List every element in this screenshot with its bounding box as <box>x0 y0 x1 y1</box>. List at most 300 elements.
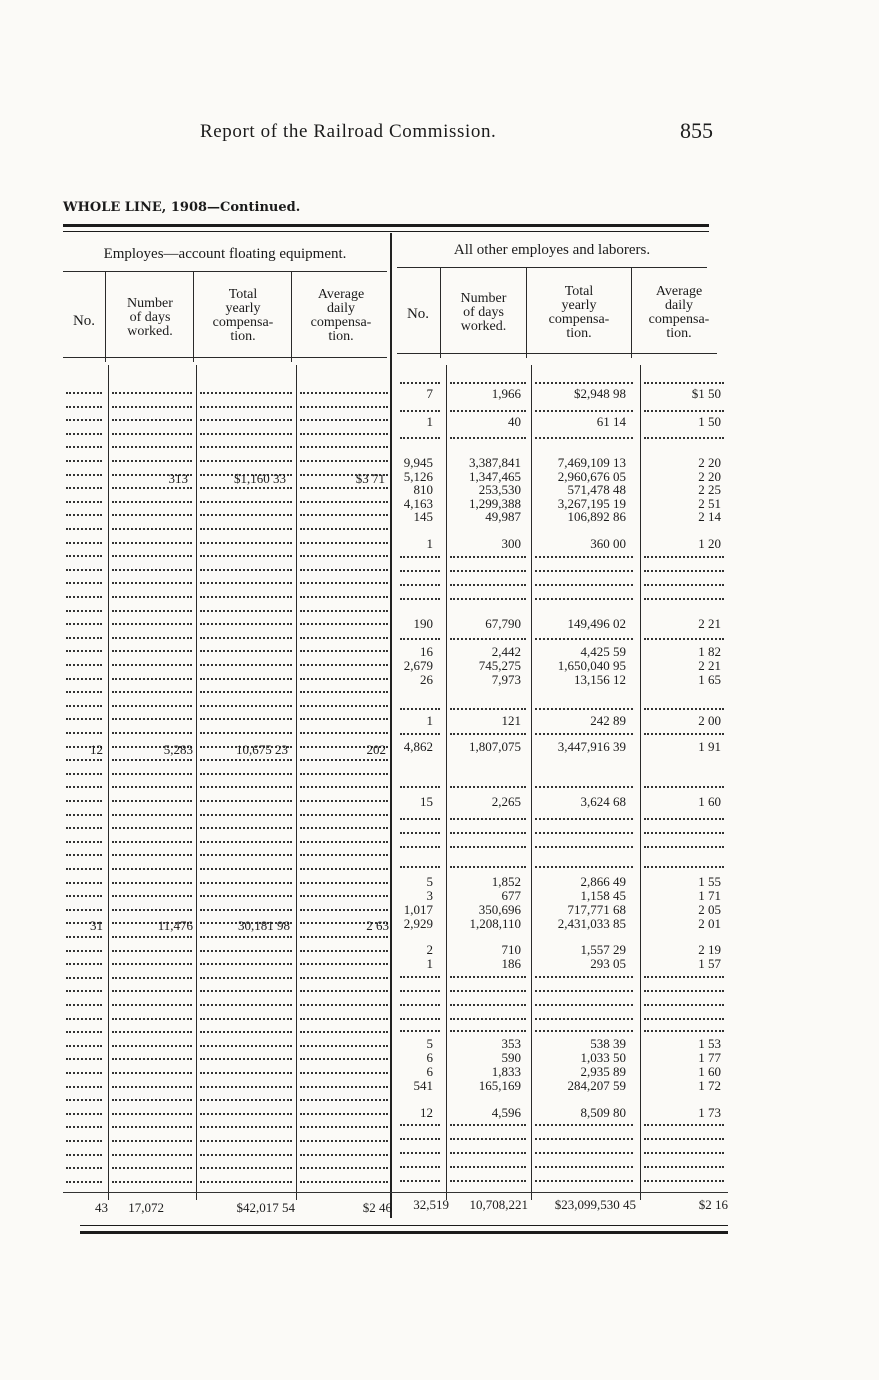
leader-dots-segment <box>300 1167 388 1169</box>
leader-dots-segment <box>66 950 102 952</box>
leader-dots-segment <box>200 1018 292 1020</box>
leader-dots-segment <box>450 410 526 412</box>
right-header-avg: Average daily compensa- tion. <box>648 284 710 341</box>
right-row-days: 1,347,465 <box>469 469 521 484</box>
leader-dots-segment <box>300 895 388 897</box>
leader-dots-segment <box>300 1086 388 1088</box>
leader-dots-segment <box>535 382 633 384</box>
leader-dots-segment <box>200 678 292 680</box>
leader-dots-segment <box>644 708 724 710</box>
group-heading-floating-equipment: Employes—account floating equipment. <box>103 246 347 262</box>
right-row-days: 4,596 <box>491 1105 521 1120</box>
leader-dots-segment <box>644 382 724 384</box>
leader-dots-segment <box>400 1124 440 1126</box>
leader-dots-segment <box>200 1113 292 1115</box>
right-row-no: 12 <box>420 1105 433 1120</box>
leader-dots-segment <box>400 1138 440 1140</box>
right-row-days: 253,530 <box>478 482 521 497</box>
right-row-no: 6 <box>426 1050 433 1065</box>
right-row-no: 1 <box>426 414 433 429</box>
leader-dots-segment <box>300 610 388 612</box>
leader-dots-segment <box>644 638 724 640</box>
leader-dots-segment <box>450 1124 526 1126</box>
leader-dots-segment <box>644 1180 724 1182</box>
leader-dots-segment <box>450 437 526 439</box>
leader-dots-segment <box>535 832 633 834</box>
leader-dots-segment <box>450 584 526 586</box>
leader-dots-segment <box>400 584 440 586</box>
right-col-divider-2 <box>526 268 527 358</box>
leader-dots-segment <box>112 392 192 394</box>
leader-dots-segment <box>300 542 388 544</box>
leader-dots-segment <box>66 637 102 639</box>
leader-dots-segment <box>112 691 192 693</box>
leader-dots-segment <box>66 392 102 394</box>
left-header-underline <box>63 357 387 358</box>
leader-dots-segment <box>300 1058 388 1060</box>
right-row-no: 4,163 <box>403 496 433 511</box>
right-row-avg: 1 73 <box>698 1105 721 1120</box>
right-row-days: 300 <box>501 536 521 551</box>
leader-dots-segment <box>200 596 292 598</box>
leader-dots-segment <box>300 936 388 938</box>
right-row-days: 1,208,110 <box>469 916 521 931</box>
leader-dots-segment <box>200 977 292 979</box>
right-row-no: 3 <box>426 888 433 903</box>
right-row-days: 49,987 <box>485 509 521 524</box>
right-row-no: 190 <box>413 616 433 631</box>
right-row-no: 1 <box>426 536 433 551</box>
leader-dots-segment <box>112 1140 192 1142</box>
right-row-days: 67,790 <box>485 616 521 631</box>
left-row-no: 31 <box>90 918 103 933</box>
leader-dots-segment <box>300 569 388 571</box>
right-row-days: 677 <box>501 888 521 903</box>
leader-dots-segment <box>535 1152 633 1154</box>
right-row-avg: 1 72 <box>698 1078 721 1093</box>
left-row-no: 12 <box>90 742 103 757</box>
left-col-divider-1 <box>105 272 106 362</box>
leader-dots-segment <box>300 909 388 911</box>
leader-dots-segment <box>112 1167 192 1169</box>
leader-dots-segment <box>535 990 633 992</box>
right-row-days: 2,442 <box>491 644 521 659</box>
leader-dots-segment <box>200 460 292 462</box>
leader-dots-segment <box>66 1004 102 1006</box>
right-row-total: 538 39 <box>590 1036 626 1051</box>
leader-dots-segment <box>66 1045 102 1047</box>
right-row-total: 3,267,195 19 <box>557 496 626 511</box>
right-row-avg: 1 50 <box>698 414 721 429</box>
leader-dots-segment <box>112 1004 192 1006</box>
right-body-divider-2 <box>531 365 532 1200</box>
left-header-days: Number of days worked. <box>127 296 173 339</box>
right-row-avg: 2 21 <box>698 658 721 673</box>
leader-dots-segment <box>200 936 292 938</box>
right-row-avg: 2 51 <box>698 496 721 511</box>
top-rule-thin <box>63 231 709 232</box>
leader-dots-segment <box>66 474 102 476</box>
right-row-days: 186 <box>501 956 521 971</box>
right-header-days: Number of days worked. <box>460 291 507 334</box>
leader-dots-segment <box>300 528 388 530</box>
leader-dots-segment <box>112 487 192 489</box>
leader-dots-segment <box>644 976 724 978</box>
leader-dots-segment <box>66 433 102 435</box>
leader-dots-segment <box>66 963 102 965</box>
right-row-total: 1,033 50 <box>580 1050 626 1065</box>
right-row-total: 13,156 12 <box>574 672 626 687</box>
leader-dots-segment <box>300 814 388 816</box>
leader-dots-segment <box>200 895 292 897</box>
leader-dots-segment <box>66 759 102 761</box>
leader-dots-segment <box>112 528 192 530</box>
leader-dots-segment <box>450 846 526 848</box>
leader-dots-segment <box>644 733 724 735</box>
right-row-no: 810 <box>413 482 433 497</box>
leader-dots-segment <box>450 1004 526 1006</box>
right-row-no: 7 <box>426 386 433 401</box>
right-row-total: 4,425 59 <box>580 644 626 659</box>
leader-dots-segment <box>300 1099 388 1101</box>
leader-dots-segment <box>112 1113 192 1115</box>
leader-dots-segment <box>112 623 192 625</box>
right-row-total: 106,892 86 <box>567 509 626 524</box>
leader-dots-segment <box>112 963 192 965</box>
right-row-avg: 1 71 <box>698 888 721 903</box>
right-total-avg: $2 16 <box>698 1197 728 1212</box>
leader-dots-segment <box>300 691 388 693</box>
right-row-days: 3,387,841 <box>469 455 521 470</box>
leader-dots-segment <box>112 419 192 421</box>
leader-dots-segment <box>200 950 292 952</box>
leader-dots-segment <box>112 678 192 680</box>
leader-dots-segment <box>535 1138 633 1140</box>
bottom-rule-thick <box>80 1231 728 1234</box>
leader-dots-segment <box>450 1180 526 1182</box>
leader-dots-segment <box>200 501 292 503</box>
right-row-no: 5,126 <box>403 469 433 484</box>
right-row-total: 7,469,109 13 <box>557 455 626 470</box>
leader-dots-segment <box>535 1166 633 1168</box>
leader-dots-segment <box>112 800 192 802</box>
leader-dots-segment <box>400 556 440 558</box>
leader-dots-segment <box>112 1181 192 1183</box>
leader-dots-segment <box>300 1181 388 1183</box>
leader-dots-segment <box>535 598 633 600</box>
leader-dots-segment <box>200 759 292 761</box>
right-body-divider-1 <box>446 365 447 1200</box>
left-row-avg: $3 71 <box>355 471 385 486</box>
leader-dots-segment <box>112 406 192 408</box>
leader-dots-segment <box>66 691 102 693</box>
leader-dots-segment <box>400 410 440 412</box>
right-total-no: 32,519 <box>413 1197 449 1212</box>
leader-dots-segment <box>66 1154 102 1156</box>
left-row-total: 30,181 98 <box>238 918 290 933</box>
leader-dots-segment <box>450 1166 526 1168</box>
leader-dots-segment <box>400 382 440 384</box>
right-row-days: 710 <box>501 942 521 957</box>
leader-dots-segment <box>66 909 102 911</box>
right-row-total: $2,948 98 <box>574 386 626 401</box>
leader-dots-segment <box>112 1099 192 1101</box>
right-row-total: 717,771 68 <box>567 902 626 917</box>
right-row-total: 149,496 02 <box>567 616 626 631</box>
right-row-avg: 2 20 <box>698 455 721 470</box>
leader-dots-segment <box>66 786 102 788</box>
right-row-days: 1,852 <box>491 874 521 889</box>
leader-dots-segment <box>112 514 192 516</box>
leader-dots-segment <box>644 1124 724 1126</box>
leader-dots-segment <box>400 1018 440 1020</box>
leader-dots-segment <box>644 410 724 412</box>
leader-dots-segment <box>66 1113 102 1115</box>
leader-dots-segment <box>200 691 292 693</box>
leader-dots-segment <box>400 1180 440 1182</box>
leader-dots-segment <box>112 596 192 598</box>
right-row-avg: 2 25 <box>698 482 721 497</box>
leader-dots-segment <box>66 406 102 408</box>
leader-dots-segment <box>200 1058 292 1060</box>
leader-dots-segment <box>66 528 102 530</box>
right-row-no: 1 <box>426 956 433 971</box>
leader-dots-segment <box>200 841 292 843</box>
leader-dots-segment <box>535 570 633 572</box>
left-col-divider-2 <box>193 272 194 362</box>
leader-dots-segment <box>112 827 192 829</box>
leader-dots-segment <box>200 1045 292 1047</box>
leader-dots-segment <box>200 1099 292 1101</box>
right-row-total: 293 05 <box>590 956 626 971</box>
group-underline-left <box>63 271 387 272</box>
leader-dots-segment <box>400 1004 440 1006</box>
leader-dots-segment <box>200 433 292 435</box>
leader-dots-segment <box>644 832 724 834</box>
leader-dots-segment <box>200 827 292 829</box>
right-row-avg: 2 21 <box>698 616 721 631</box>
leader-dots-segment <box>535 1030 633 1032</box>
leader-dots-segment <box>66 650 102 652</box>
right-row-no: 4,862 <box>403 739 433 754</box>
leader-dots-segment <box>400 990 440 992</box>
leader-dots-segment <box>66 596 102 598</box>
right-row-days: 590 <box>501 1050 521 1065</box>
leader-dots-segment <box>450 1018 526 1020</box>
leader-dots-segment <box>535 556 633 558</box>
page-header <box>0 118 879 148</box>
right-row-days: 353 <box>501 1036 521 1051</box>
leader-dots-segment <box>112 501 192 503</box>
left-total-days: 17,072 <box>128 1200 164 1215</box>
right-row-avg: 2 19 <box>698 942 721 957</box>
leader-dots-segment <box>450 382 526 384</box>
leader-dots-segment <box>644 437 724 439</box>
right-row-days: 1,299,388 <box>469 496 521 511</box>
leader-dots-segment <box>450 866 526 868</box>
leader-dots-segment <box>644 1166 724 1168</box>
leader-dots-segment <box>112 1154 192 1156</box>
leader-dots-segment <box>112 909 192 911</box>
leader-dots-segment <box>66 419 102 421</box>
right-row-avg: 1 65 <box>698 672 721 687</box>
leader-dots-segment <box>66 542 102 544</box>
leader-dots-segment <box>644 846 724 848</box>
leader-dots-segment <box>112 433 192 435</box>
leader-dots-segment <box>300 1126 388 1128</box>
left-body-divider-2 <box>196 365 197 1200</box>
leader-dots-segment <box>200 487 292 489</box>
leader-dots-segment <box>112 1031 192 1033</box>
leader-dots-segment <box>400 733 440 735</box>
left-col-divider-3 <box>291 272 292 362</box>
leader-dots-segment <box>200 1154 292 1156</box>
leader-dots-segment <box>112 786 192 788</box>
left-header-no: No. <box>72 313 96 329</box>
leader-dots-segment <box>644 584 724 586</box>
leader-dots-segment <box>644 990 724 992</box>
leader-dots-segment <box>112 732 192 734</box>
right-row-total: 3,624 68 <box>580 794 626 809</box>
right-row-total: 360 00 <box>590 536 626 551</box>
leader-dots-segment <box>300 868 388 870</box>
leader-dots-segment <box>66 827 102 829</box>
leader-dots-segment <box>200 419 292 421</box>
leader-dots-segment <box>200 514 292 516</box>
right-row-no: 26 <box>420 672 433 687</box>
leader-dots-segment <box>66 555 102 557</box>
leader-dots-segment <box>200 623 292 625</box>
leader-dots-segment <box>200 800 292 802</box>
leader-dots-segment <box>66 882 102 884</box>
leader-dots-segment <box>200 555 292 557</box>
left-row-avg: 2 63 <box>366 918 389 933</box>
right-row-days: 40 <box>508 414 521 429</box>
right-row-avg: 2 01 <box>698 916 721 931</box>
leader-dots-segment <box>300 419 388 421</box>
leader-dots-segment <box>66 1072 102 1074</box>
leader-dots-segment <box>66 936 102 938</box>
leader-dots-segment <box>66 1031 102 1033</box>
leader-dots-segment <box>200 1086 292 1088</box>
leader-dots-segment <box>66 582 102 584</box>
leader-dots-segment <box>644 1138 724 1140</box>
leader-dots-segment <box>300 718 388 720</box>
leader-dots-segment <box>400 786 440 788</box>
right-row-total: 8,509 80 <box>580 1105 626 1120</box>
right-total-days: 10,708,221 <box>469 1197 528 1212</box>
leader-dots-segment <box>300 963 388 965</box>
right-row-no: 2,929 <box>403 916 433 931</box>
leader-dots-segment <box>300 1140 388 1142</box>
right-row-no: 5 <box>426 874 433 889</box>
leader-dots-segment <box>112 1072 192 1074</box>
leader-dots-segment <box>66 814 102 816</box>
left-total-no: 43 <box>95 1200 108 1215</box>
leader-dots-segment <box>535 733 633 735</box>
leader-dots-segment <box>66 732 102 734</box>
leader-dots-segment <box>644 818 724 820</box>
leader-dots-segment <box>66 1181 102 1183</box>
leader-dots-segment <box>644 866 724 868</box>
leader-dots-segment <box>644 1004 724 1006</box>
right-row-avg: 1 53 <box>698 1036 721 1051</box>
leader-dots-segment <box>112 950 192 952</box>
right-row-no: 9,945 <box>403 455 433 470</box>
leader-dots-segment <box>200 637 292 639</box>
right-col-divider-1 <box>440 268 441 358</box>
right-row-total: 2,935 89 <box>580 1064 626 1079</box>
leader-dots-segment <box>300 596 388 598</box>
leader-dots-segment <box>300 786 388 788</box>
leader-dots-segment <box>300 555 388 557</box>
right-row-no: 1 <box>426 713 433 728</box>
leader-dots-segment <box>200 528 292 530</box>
leader-dots-segment <box>112 569 192 571</box>
leader-dots-segment <box>112 664 192 666</box>
leader-dots-segment <box>400 1030 440 1032</box>
leader-dots-segment <box>66 841 102 843</box>
leader-dots-segment <box>200 610 292 612</box>
leader-dots-segment <box>200 814 292 816</box>
right-row-days: 165,169 <box>478 1078 521 1093</box>
leader-dots-segment <box>200 446 292 448</box>
leader-dots-segment <box>66 446 102 448</box>
leader-dots-segment <box>112 759 192 761</box>
leader-dots-segment <box>300 637 388 639</box>
right-row-avg: 1 82 <box>698 644 721 659</box>
leader-dots-segment <box>66 1018 102 1020</box>
leader-dots-segment <box>400 638 440 640</box>
right-row-avg: 1 55 <box>698 874 721 889</box>
leader-dots-segment <box>200 854 292 856</box>
right-row-avg: 1 60 <box>698 794 721 809</box>
leader-dots-segment <box>300 433 388 435</box>
leader-dots-segment <box>112 773 192 775</box>
right-row-days: 2,265 <box>491 794 521 809</box>
leader-dots-segment <box>112 582 192 584</box>
leader-dots-segment <box>112 460 192 462</box>
leader-dots-segment <box>66 1058 102 1060</box>
leader-dots-segment <box>66 1167 102 1169</box>
running-title: Report of the Railroad Commission. <box>200 121 497 142</box>
leader-dots-segment <box>300 487 388 489</box>
leader-dots-segment <box>300 1154 388 1156</box>
leader-dots-segment <box>300 841 388 843</box>
leader-dots-segment <box>200 569 292 571</box>
right-total-total: $23,099,530 45 <box>554 1197 636 1212</box>
leader-dots-segment <box>535 410 633 412</box>
leader-dots-segment <box>300 406 388 408</box>
leader-dots-segment <box>400 437 440 439</box>
leader-dots-segment <box>644 1152 724 1154</box>
leader-dots-segment <box>200 705 292 707</box>
left-total-total: $42,017 54 <box>236 1200 295 1215</box>
leader-dots-segment <box>400 1152 440 1154</box>
leader-dots-segment <box>450 818 526 820</box>
leader-dots-segment <box>66 610 102 612</box>
leader-dots-segment <box>112 841 192 843</box>
totals-rule <box>63 1192 728 1193</box>
right-row-total: 284,207 59 <box>567 1078 626 1093</box>
leader-dots-segment <box>300 732 388 734</box>
leader-dots-segment <box>200 718 292 720</box>
leader-dots-segment <box>535 846 633 848</box>
leader-dots-segment <box>300 650 388 652</box>
leader-dots-segment <box>300 882 388 884</box>
leader-dots-segment <box>450 598 526 600</box>
leader-dots-segment <box>66 1126 102 1128</box>
